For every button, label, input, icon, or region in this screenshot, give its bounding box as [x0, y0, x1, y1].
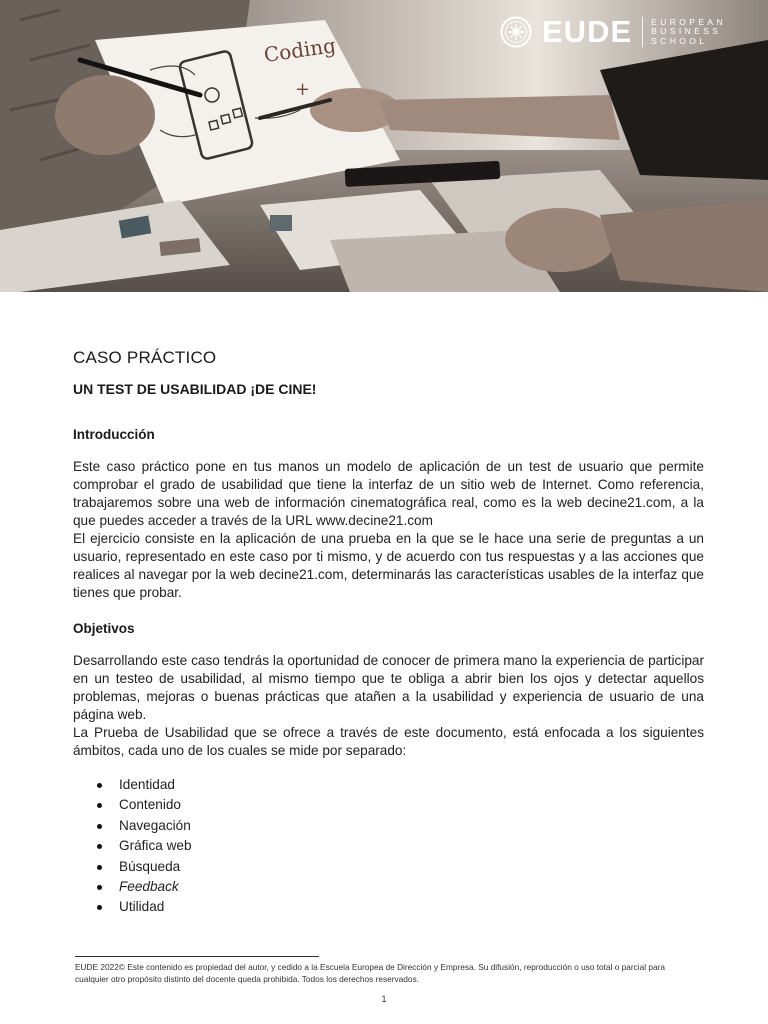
list-item: Contenido [73, 795, 192, 815]
brand-tagline [651, 18, 726, 47]
brand-tagline-line: EUROPEAN [651, 16, 727, 27]
list-item: Navegación [73, 816, 192, 836]
brand-tagline-line: BUSINESS [651, 26, 722, 37]
section-heading-objetivos: Objetivos [73, 621, 135, 636]
document-subtitle: UN TEST DE USABILIDAD ¡DE CINE! [73, 381, 317, 397]
brand-divider [642, 17, 643, 47]
header-photo [0, 0, 768, 292]
list-item: Utilidad [73, 897, 192, 917]
list-item: Búsqueda [73, 857, 192, 877]
paragraph-objetivos-1: Desarrollando este caso tendrás la oportunidad de conocer de primera mano la experiencia de participar en un testeo de usabilidad, al mismo tiempo que te obliga a abrir bien los ojos y detectar aquellos problemas, mejoras o buenas prácticas que atañen a la usabilidad y experiencia de usuario de una página web. [73, 653, 704, 722]
list-item: Gráfica web [73, 836, 192, 856]
copyright-footnote: EUDE 2022© Este contenido es propiedad del autor, y cedido a la Escuela Europea de Dirección y Empresa. Su difusión, reproducción o uso total o parcial para cualquier otro propósito distinto del docente queda prohibida. Todos los derechos reservados. [75, 962, 666, 984]
brand-name: EUDE [542, 14, 633, 49]
paragraph-intro-2: El ejercicio consiste en la aplicación de una prueba en la que se le hace una serie de preguntas a un usuario, representado en este caso por ti mismo, y de acuerdo con tus respuestas y a las acciones que realices al navegar por la web decine21.com, determinarás las características usables de la interfaz que tienes que probar. [73, 531, 704, 600]
eude-logo [500, 14, 726, 50]
list-item: Identidad [73, 775, 192, 795]
document-title: CASO PRÁCTICO [73, 348, 217, 367]
sketch-word-coding: Coding [262, 33, 338, 67]
list-item-feedback: Feedback [119, 879, 179, 895]
sketch-word-plus: + [295, 79, 311, 100]
paragraph-intro-1: Este caso práctico pone en tus manos un modelo de aplicación de un test de usuario que permite comprobar el grado de usabilidad que tiene la interfaz de un sitio web de Internet. Como referencia, trabajaremos sobre una web de información cinematográfica real, como es la web decine21.com, a la que puedes acceder a través de la URL www.decine21.com [73, 459, 704, 528]
eude-seal-icon [500, 16, 532, 48]
page-number: 1 [381, 994, 387, 1004]
ambitos-list [73, 775, 192, 918]
brand-tagline-line: SCHOOL [651, 35, 708, 46]
paragraph-objetivos-2: La Prueba de Usabilidad que se ofrece a través de este documento, está enfocada a los siguientes ámbitos, cada uno de los cuales se mide por separado: [73, 725, 704, 758]
left-hand [55, 75, 155, 155]
right-hand [505, 208, 615, 272]
footnote-divider [75, 956, 319, 957]
list-item [73, 877, 192, 897]
section-heading-introduccion: Introducción [73, 427, 155, 442]
